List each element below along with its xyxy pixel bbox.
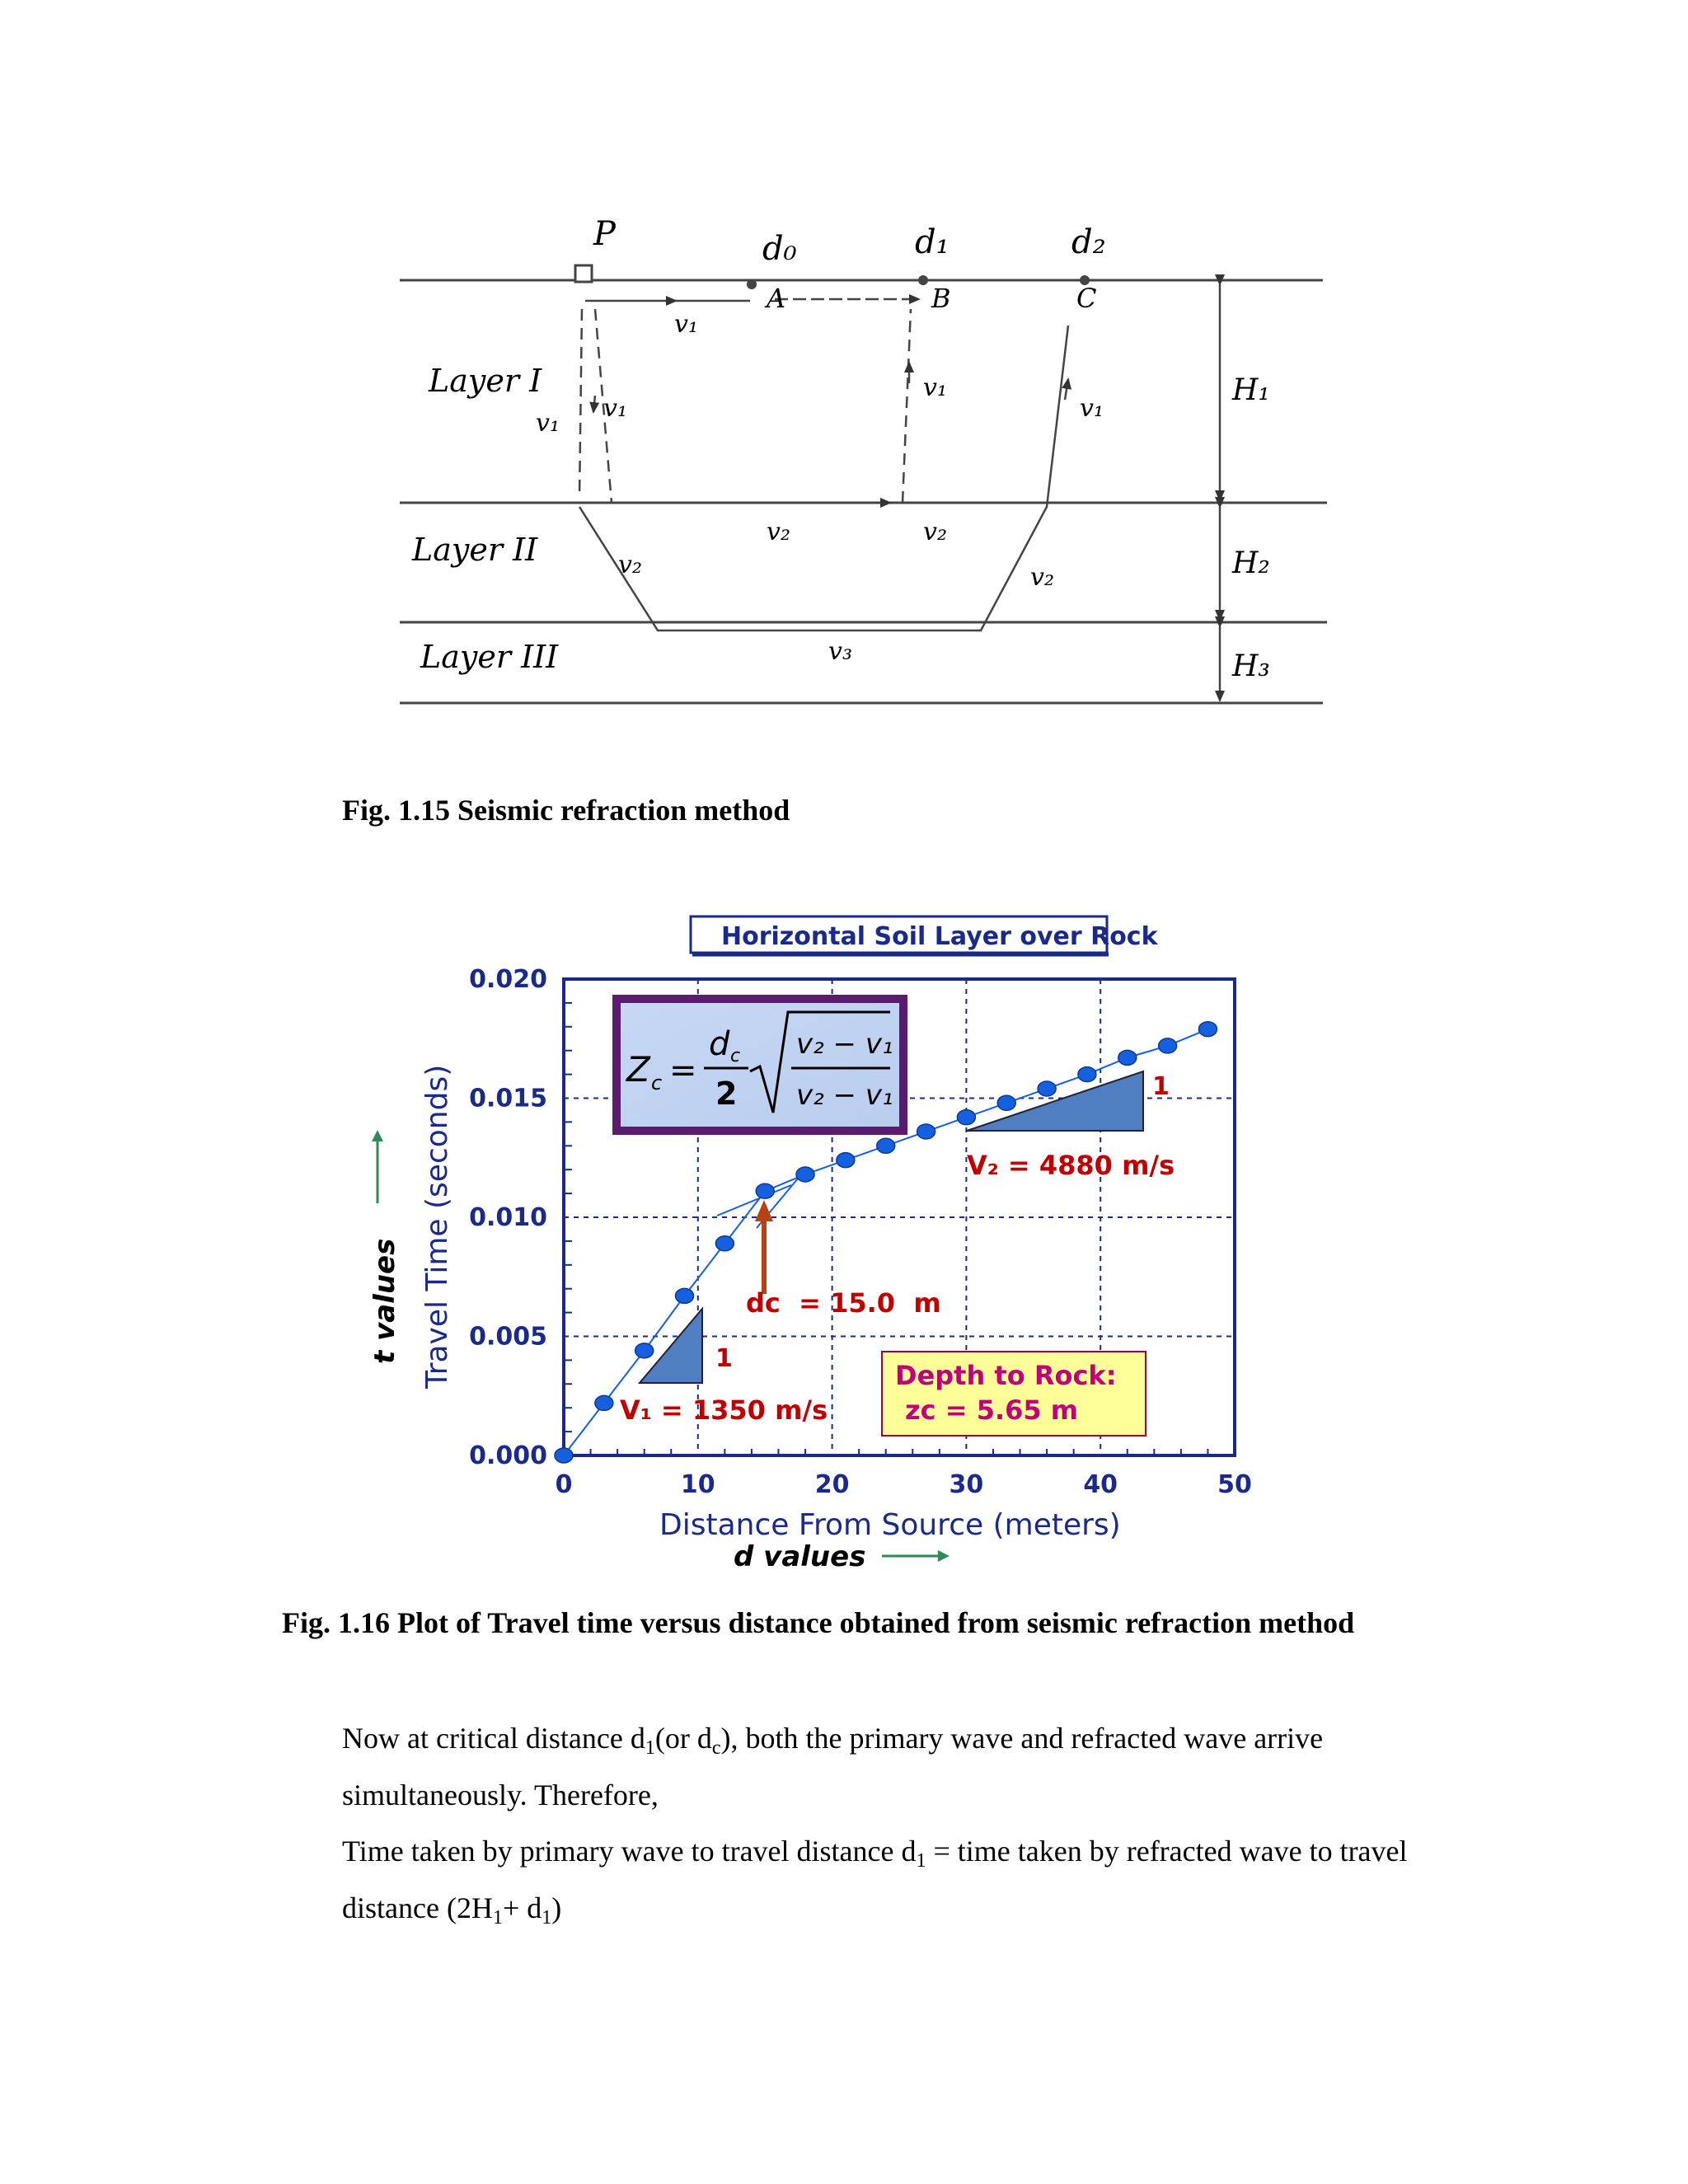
depth-title: Depth to Rock:: [895, 1360, 1117, 1391]
label-v2-d: v₂: [1030, 563, 1054, 592]
label-d2: d₂: [1071, 223, 1106, 261]
label-v1-mid: v₁: [923, 373, 947, 402]
data-point: [676, 1288, 694, 1303]
formula-num-sub: c: [730, 1046, 741, 1066]
label-h2: H₂: [1232, 546, 1270, 580]
label-d1: d₁: [915, 223, 950, 261]
down-arrow-v1: [593, 396, 595, 412]
data-point: [1198, 1022, 1217, 1037]
receiver-d1: [918, 275, 928, 285]
data-point: [1159, 1038, 1177, 1053]
data-point: [555, 1448, 573, 1463]
v2-slope-one: 1: [1152, 1072, 1170, 1101]
label-layer-3: Layer III: [420, 639, 559, 675]
formula-den: 2: [715, 1076, 738, 1112]
dc-label: dc = 15.0 m: [746, 1287, 941, 1319]
data-point: [957, 1110, 975, 1125]
formula-rad-bottom: v₂ − v₁: [796, 1079, 893, 1112]
data-point: [796, 1167, 814, 1182]
formula-rad-top: v₂ − v₁: [796, 1028, 893, 1061]
y-tick-label: 0.005: [469, 1322, 547, 1352]
label-p: P: [593, 215, 616, 253]
x-axis-label: Distance From Source (meters): [659, 1508, 1121, 1542]
label-v1-left-a: v₁: [536, 409, 560, 438]
label-c: C: [1076, 283, 1097, 314]
x-tick-label: 30: [949, 1470, 984, 1499]
y-axis-label: Travel Time (seconds): [420, 1064, 454, 1389]
x-tick-label: 10: [680, 1470, 715, 1499]
seismic-refraction-diagram: [387, 210, 1343, 754]
data-point: [917, 1124, 935, 1139]
v1-label: V₁ = 1350 m/s: [620, 1394, 828, 1426]
label-v2-c: v₂: [618, 551, 642, 579]
data-point: [715, 1236, 734, 1251]
label-h1: H₁: [1232, 373, 1270, 407]
y-tick-label: 0.010: [469, 1203, 547, 1232]
paragraph-2: Time taken by primary wave to travel distance $d_1$ = time taken by refracted wave to travel distance $(2H_1+ d_1)$: [342, 1835, 1408, 1929]
label-v3: v₃: [828, 637, 852, 666]
data-point: [1118, 1050, 1137, 1065]
d-values-label: d values: [734, 1540, 866, 1573]
data-point: [1078, 1067, 1096, 1082]
formula-num: d: [709, 1025, 730, 1063]
figure-caption-1-16: Fig. 1.16 Plot of Travel time versus distance obtained from seismic refraction method: [282, 1606, 1355, 1639]
data-point: [756, 1183, 774, 1198]
data-point: [595, 1395, 613, 1410]
paragraph-1: Now at critical distance $d_1(or$ $d_c$), both the primary wave and refracted wave arrive simultaneously. Therefore,: [342, 1722, 1324, 1811]
deep-refracted-ray: [579, 326, 1068, 630]
label-b: B: [931, 283, 951, 314]
chart-title: Horizontal Soil Layer over Rock: [721, 922, 1158, 951]
label-h3: H₃: [1232, 649, 1270, 683]
label-layer-1: Layer I: [429, 363, 542, 399]
travel-time-chart: [368, 907, 1278, 1599]
figure-caption-1-15: Fig. 1.15 Seismic refraction method: [342, 794, 790, 827]
data-point: [837, 1153, 855, 1168]
x-tick-label: 20: [814, 1470, 850, 1499]
label-d0: d₀: [762, 230, 797, 268]
source-box: [575, 265, 592, 282]
label-v1-left-b: v₁: [603, 394, 627, 423]
label-layer-2: Layer II: [412, 532, 538, 568]
label-v2-a: v₂: [767, 518, 790, 546]
label-v2-b: v₂: [923, 518, 947, 546]
v2-label: V₂ = 4880 m/s: [967, 1150, 1175, 1181]
y-tick-label: 0.000: [469, 1441, 547, 1470]
label-a: A: [767, 283, 786, 314]
formula-lhs: Z: [626, 1049, 650, 1090]
t-values-label: t values: [368, 1238, 401, 1364]
formula-lhs-sub: c: [651, 1071, 663, 1094]
x-tick-label: 0: [555, 1470, 573, 1499]
receiver-d0: [747, 279, 757, 289]
data-point: [635, 1343, 654, 1358]
label-v1-right: v₁: [1080, 394, 1104, 423]
formula-eq: =: [669, 1052, 697, 1090]
depth-value: zc = 5.65 m: [905, 1394, 1079, 1426]
up-arrow-c: [1065, 379, 1068, 400]
x-tick-label: 40: [1083, 1470, 1118, 1499]
x-tick-label: 50: [1217, 1470, 1252, 1499]
y-tick-label: 0.020: [469, 965, 547, 994]
v1-slope-one: 1: [715, 1344, 733, 1373]
label-v1-top: v₁: [674, 310, 698, 339]
critical-ray-path: [579, 309, 1047, 503]
data-point: [877, 1138, 895, 1153]
y-tick-label: 0.015: [469, 1084, 547, 1113]
data-point: [997, 1095, 1015, 1110]
data-point: [1038, 1081, 1056, 1096]
